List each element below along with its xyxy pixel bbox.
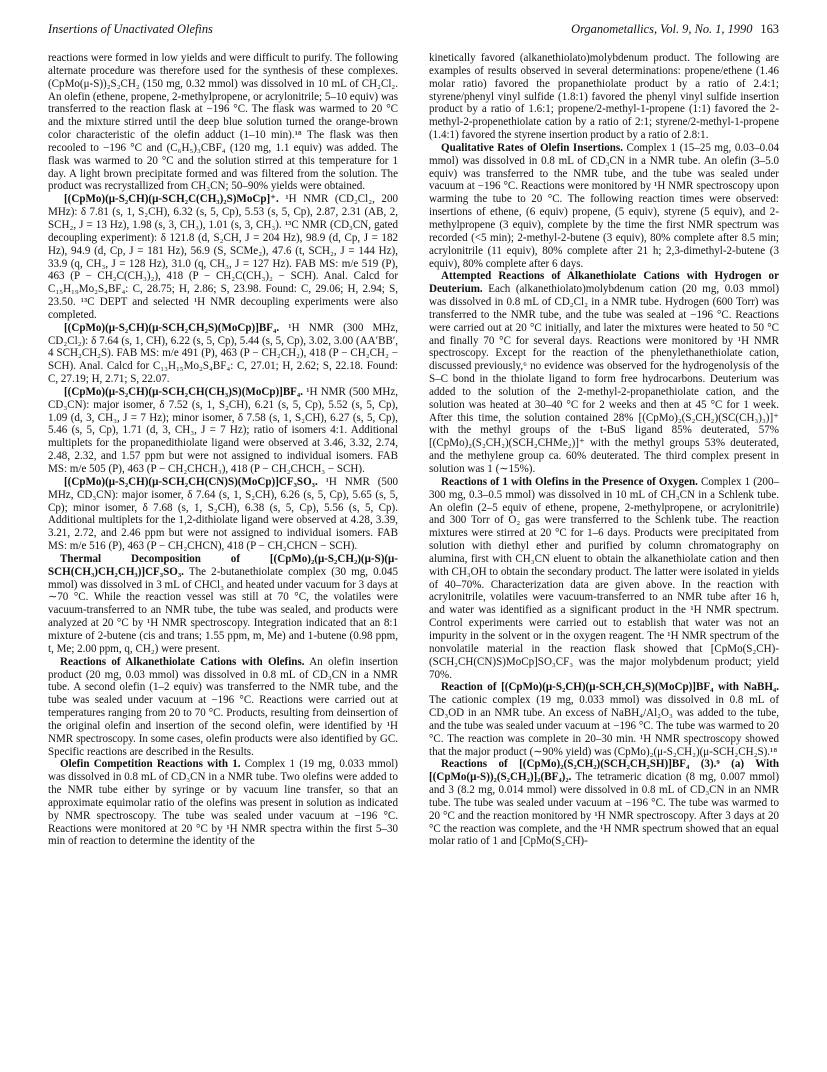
paragraph-text: Each (alkanethiolato)molybdenum cation (20 mg, 0.03 mmol) was dissolved in 0.8 mL of CD₂Cl₂ in a NMR tube. Hydrogen (600 Torr) was transferred to the NMR tube, and the tube was sealed at −196 °C. Reactions were carried out at 20 °C initially, and later the mixtures were heated to 50 °C and finally 70 °C for several days. Reactions were monitored by ¹H NMR spectroscopy. Except for the reaction of the phenylethanethiolate cation, discussed previously,⁶ no evidence was observed for the hydrogenolysis of the S–C bond in the thiolate ligand to form free hydrocarbons. Deuterium was added to the solution of the 2-methyl-2-propanethiolate cation, and the solution was heated at 30–40 °C for 2 weeks and then at 45 °C for 1 week. After this time, the solution contained 28% [(CpMo)₂(S₂CH₂)(SC(CH₃)₃)]⁺ with the methyl groups of the t-BuS ligand 85% deuterated, 57% [(CpMo)₂(S₂CH₂)(SCH₂CHMe₂)]⁺ with the methyl groups 53% deuterated, and the methylene group ca. 60% deuterated. The third complex present in solution was 1 (∼15%). [429, 283, 780, 475]
journal-name: Organometallics, Vol. 9, No. 1, 1990 [571, 22, 753, 36]
paragraph-text: Complex 1 (19 mg, 0.033 mmol) was dissolved in 0.8 mL of CD₃CN in a NMR tube. Two olefins were added to the NMR tube either by syringe or by vacuum line transfer, so that an approximate equimolar ratio of the olefins was present in solution as indicated by NMR spectroscopy. The tube was sealed under vacuum at −196 °C. Reactions were monitored at 20 °C by ¹H NMR spectra within the first 5–30 min of reaction to determine the identity of the [48, 758, 398, 848]
paragraph-text: The tetrameric dication (8 mg, 0.007 mmol) and 3 (8.2 mg, 0.014 mmol) were dissolved in 0.8 mL of CD₃CN in an NMR tube. The tube was sealed under vacuum at −196 °C. The tube was warmed to 20 °C and the reaction monitored by ¹H NMR spectroscopy. After 3 days at 20 °C the reaction was complete, and the ¹H NMR spectrum showed that an equal molar ratio of 1 and [CpMo(S₂CH)- [429, 771, 780, 848]
run-in-heading: [(CpMo)(μ-S₂CH)(μ-SCH₂C(CH₃)₂S)MoCp]⁺. [64, 193, 279, 206]
paragraph [429, 142, 779, 270]
paragraph [48, 553, 398, 656]
paragraph-text: kinetically favored (alkanethiolato)molybdenum product. The following are examples of results observed in several determinations: propene/ethene (1.46 molar ratio) favored the propanethiolate product by a ratio of 2.4:1; styrene/phenyl vinyl sulfide (1.8:1) favored the phenyl vinyl sulfide insertion product by a ratio of 1.6:1; propene/2-methyl-1-propene (1:1) favored the 2-methyl-2-propenethiolate cation by a ratio of 2:1; styrene/2-methyl-1-propene (1.4:1) favored the styrene insertion product by a ratio of 2.8:1. [429, 52, 779, 142]
paragraph [429, 681, 779, 758]
running-title: Insertions of Unactivated Olefins [48, 22, 213, 36]
run-in-heading: Reaction of [(CpMo)(μ-S₂CH)(μ-SCH₂CH₂S)(MoCp)]BF₄ with NaBH₄. [441, 681, 779, 694]
paragraph [48, 386, 398, 476]
run-in-heading: [(CpMo)(μ-S₂CH)(μ-SCH₂CH(CH₃)S)(MoCp)]BF₄. [64, 385, 304, 398]
paragraph-text: ¹H NMR (500 MHz, CD₃CN): major isomer, δ 7.64 (s, 1, S₂CH), 6.26 (s, 5, Cp), 5.65 (s, 5, Cp); minor isomer, δ 7.68 (s, 1, S₂CH), 6.38 (s, 5, Cp), 5.56 (s, 5, Cp). Additional multiplets for the 1,2-dithiolate ligand were observed at 4.28, 3.39, 3.21, 2.72, and 2.46 ppm but were not assigned to individual isomers. FAB MS: m/e 516 (P), 463 (P − CH₂CHCN), 418 (P − CH₂CHCN − SCH). [48, 475, 399, 553]
run-in-heading: Olefin Competition Reactions with 1. [60, 758, 241, 771]
paragraph-text: The cationic complex (19 mg, 0.033 mmol) was dissolved in 0.8 mL of CD₃OD in an NMR tube. An excess of NaBH₄/Al₂O₃ was added to the tube, and the tube was sealed under vacuum at −196 °C. The tube was warmed to 20 °C. The reaction was complete in 20–30 min. ¹H NMR spectroscopy showed that the major product (∼90% yield) was (CpMo)₂(μ-S₂CH₂)(μ-SCH₂CH₂S).¹⁸ [429, 694, 779, 758]
paragraph [48, 193, 398, 321]
paragraph-text: The 2-butanethiolate complex (30 mg, 0.045 mmol) was dissolved in 3 mL of CHCl₃ and heated under vacuum for 3 days at ∼70 °C. While the reaction vessel was still at 70 °C, the volatiles were vacuum-transferred to an NMR tube, the tube was sealed, and products were analyzed at 20 °C by ¹H NMR spectroscopy. Integration indicated that an 8:1 mixture of 2-butene (cis and trans; 1.55 ppm, m, Me) and 1-butene (0.98 ppm, t, Me; 2.00 ppm, q, CH₂) were present. [48, 565, 398, 655]
paragraph-text: Complex 1 (200–300 mg, 0.3–0.5 mmol) was dissolved in 10 mL of CH₃CN in a Schlenk tube. An olefin (2–5 equiv of ethene, propene, 2-methylpropene, or acrylonitrile) and 300 Torr of O₂ gas were transferred to the Schlenk tube. The reaction mixtures were stirred at 20 °C for 1–6 days. Products were precipitated from solution with diethyl ether and purified by column chromatography on alumina, first with CH₃CN eluent to obtain the alkanethiolate cation and then with CH₃OH to obtain the secondary product. The latter were isolated in yields of 40–70%. Characterization data are given above. In the reaction with acrylonitrile, volatiles were vacuum-transferred to an NMR tube after 16 h, and water was identified as a significant product in the ¹H NMR spectrum. Control experiments were carried out to establish that water was not an impurity in the solvent or in the oxygen reagent. The ¹H NMR spectrum of the nonvolatile material in the reaction flask showed that [CpMo(S₂CH)-(SCH₂CH(CN)S)MoCp]SO₃CF₃ was the major molybdenum product; yield 70%. [429, 475, 779, 681]
run-in-heading: [(CpMo)(μ-S₂CH)(μ-SCH₂CH(CN)S)(MoCp)]CF₃SO₃. [64, 475, 318, 488]
run-in-heading: Reactions of [(CpMo)₂(S₂CH₂)(SCH₂CH₂SH)]BF₄ (3).⁹ (a) With [(CpMo(μ-S))₂(S₂CH₂)]₂(BF₄)₂. [429, 758, 779, 784]
paragraph-text: ¹H NMR (500 MHz, CD₃CN): major isomer, δ 7.52 (s, 1, S₂CH), 6.21 (s, 5, Cp), 5.52 (s, 5, Cp), 1.09 (d, 3, CH₃, J = 7 Hz); minor isomer, δ 7.58 (s, 1, S₂CH), 6.27 (s, 5, Cp), 5.46 (s, 5, Cp), 1.71 (d, 3, CH₃, J = 7 Hz); ratio of isomers 4:1. Additional multiplets for the propanedithiolate ligand were observed at 3.46, 3.32, 2.74, 2.48, 2.32, and 1.57 ppm but were not assigned to individual isomers. FAB MS: m/e 505 (P), 463 (P − CH₂CHCH₃), 418 (P − CH₂CHCH₃ − SCH). [48, 385, 398, 475]
run-in-heading: Qualitative Rates of Olefin Insertions. [441, 141, 623, 154]
right-column [429, 52, 779, 848]
paragraph-text: reactions were formed in low yields and were difficult to purify. The following alternate procedure was therefore used for the synthesis of these complexes. (CpMo(μ-S))₂S₂CH₂ (150 mg, 0.32 mmol) was dissolved in 10 mL of CH₂Cl₂. An olefin (ethene, propene, 2-methylpropene, or acrylonitrile; 5–10 equiv) was transferred to the reaction flask at −196 °C. The flask was warmed to 20 °C and the mixture stirred until the deep blue solution turned the orange-brown color characteristic of the olefin adduct (1–10 min).¹⁸ The flask was then recooled to −196 °C and (C₆H₅)₃CBF₄ (120 mg, 1.1 equiv) was added. The flask was warmed to 20 °C and the solution stirred at this temperature for 1 day. A light brown precipitate formed and was filtered from the solution. The product was recrystallized from CH₃CN; 50–90% yields were obtained. [48, 52, 398, 193]
journal-citation [571, 22, 779, 37]
run-in-heading: Thermal Decomposition of [(CpMo)₂(μ-S₂CH₂)(μ-S)(μ-SCH(CH₃)CH₂CH₃)]CF₃SO₃. [48, 552, 398, 578]
paragraph-text: ¹H NMR (300 MHz, CD₂Cl₂): δ 7.64 (s, 1, CH), 6.22 (s, 5, Cp), 5.44 (s, 5, Cp), 3.02, 3.00 (AA′BB′, 4 SCH₂CH₂S). FAB MS: m/e 491 (P), 463 (P − CH₂CH₂), 418 (P − CH₂CH₂ − SCH). Anal. Calcd for C₁₃H₁₅Mo₂S₄BF₄: C, 27.01; H, 2.62; S, 22.18. Found: C, 27.19; H, 2.71; S, 22.07. [48, 321, 398, 386]
paragraph [48, 758, 398, 848]
run-in-heading: Attempted Reactions of Alkanethiolate Cations with Hydrogen or Deuterium. [429, 270, 779, 296]
paragraph [429, 270, 779, 476]
page-number: 163 [760, 22, 779, 36]
paragraph [48, 322, 398, 386]
paragraph-text: Complex 1 (15–25 mg, 0.03–0.04 mmol) was dissolved in 0.8 mL of CD₃CN in a NMR tube. An olefin (3–5.0 equiv) was transferred to the NMR tube, and the tube was sealed under vacuum at −196 °C. Reactions were monitored by ¹H NMR spectroscopy upon warming the tube to 20 °C. The following reaction times were observed: insertions of ethene, (6 equiv) propene, (5 equiv), styrene (5 equiv), and 2-methylpropene (3 equiv), complete by the time the first NMR spectrum was recorded (<5 min); 2-methyl-2-butene (3 equiv), 80% complete after 8.5 min; acrylonitrile (11 equiv), 80% complete after 21 h; 2,3-dimethyl-2-butene (3 equiv), 80% complete after 6 days. [429, 141, 780, 270]
paragraph-text: ¹H NMR (CD₂Cl₂, 200 MHz): δ 7.81 (s, 1, S₂CH), 6.32 (s, 5, Cp), 5.53 (s, 5, Cp), 2.87, 2.31 (AB, 2, SCH₂, J = 13 Hz), 1.98 (s, 3, CH₃), 1.01 (s, 3, CH₃). ¹³C NMR (CD₃CN, gated decoupling experiment): δ 121.8 (d, S₂CH, J = 204 Hz), 98.9 (d, Cp, J = 182 Hz), 94.9 (d, Cp, J = 181 Hz), 56.9 (S, SCMe₂), 47.6 (t, SCH₂, J = 144 Hz), 33.9 (q, CH₃, J = 128 Hz), 31.0 (q, CH₃, J = 127 Hz). FAB MS: m/e 519 (P), 463 (P − CH₂C(CH₃)₂), 418 (P − CH₂C(CH₃)₂ − SCH). Anal. Calcd for C₁₅H₁₉Mo₂S₄BF₄: C, 28.75; H, 2.86; S, 23.98. Found: C, 29.06; H, 2.94; S, 23.50. ¹³C DEPT and selected ¹H NMR decoupling experiments were also completed. [48, 193, 398, 321]
paragraph [48, 656, 398, 759]
paragraph [429, 476, 779, 682]
run-in-heading: [(CpMo)(μ-S₂CH)(μ-SCH₂CH₂S)(MoCp)]BF₄. [64, 321, 280, 334]
paragraph-text: An olefin insertion product (20 mg, 0.03 mmol) was dissolved in 0.8 mL of CD₃CN in a NMR tube. A second olefin (1–2 equiv) was transferred to the NMR tube, and the tube was sealed under vacuum at −196 °C. Reactions were carried out at temperatures ranging from 20 to 70 °C. Products, resulting from deinsertion of the original olefin and insertion of the second olefin, were identified by ¹H NMR spectroscopy. In some cases, olefin products were also identified by GC. Specific reactions are described in the Results. [48, 655, 399, 758]
left-column [48, 52, 398, 848]
paragraph [48, 476, 398, 553]
paragraph [429, 758, 779, 848]
running-header [48, 22, 779, 40]
run-in-heading: Reactions of 1 with Olefins in the Presence of Oxygen. [441, 475, 698, 488]
paragraph [48, 52, 398, 193]
paragraph [429, 52, 779, 142]
run-in-heading: Reactions of Alkanethiolate Cations with Olefins. [60, 655, 305, 668]
